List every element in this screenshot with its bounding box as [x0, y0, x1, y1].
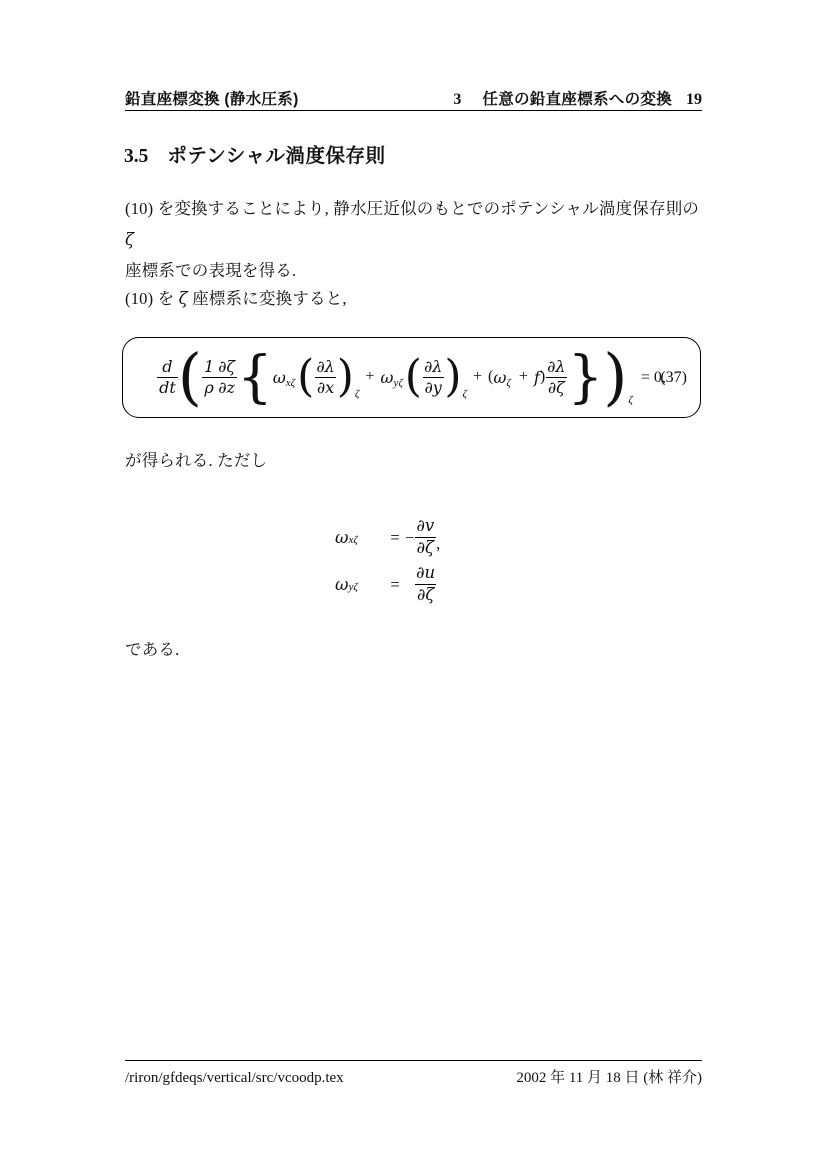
equation-37-box [122, 337, 701, 418]
frac-dlambda-dx: $\frac{\partial\lambda}{\partial x}$ [316, 356, 335, 397]
intro-paragraph [125, 193, 707, 286]
after-box-text: が得られる. ただし [125, 451, 268, 470]
plus-sign-1: + [365, 368, 375, 386]
dlambda-dy-group [404, 351, 467, 403]
frac-dlambda-dzeta: $\frac{\partial\lambda}{\partial\zeta}$ [547, 356, 566, 397]
dlambda-dx-group [297, 351, 360, 403]
inner-right-paren-2: ) [444, 351, 462, 403]
frac-1-rho: $\frac{1}{\rho}$ [203, 356, 215, 397]
right-brace: } [567, 344, 604, 410]
section-heading [124, 140, 386, 168]
inner-left-paren-1: ( [297, 351, 315, 403]
section-heading-title: ポテンシャル渦度保存則 [167, 145, 386, 167]
big-left-paren: ( [177, 340, 202, 414]
zeta-subscript-2: ζ [462, 388, 467, 401]
omega-y-term: ω yζ [380, 367, 403, 390]
outer-paren-group [177, 340, 633, 414]
inner-left-paren-2: ( [404, 351, 422, 403]
frac-dv-dzeta: $\frac{\partial v}{\partial\zeta}$ [416, 516, 435, 557]
header-page-number: 19 [686, 91, 702, 108]
intro-line2-text: 座標系での表現を得る. [125, 261, 297, 280]
small-right-paren: ) [539, 368, 546, 386]
omega-definitions [0, 514, 826, 608]
omega-x-definition [335, 514, 491, 561]
plus-sign-3: + [518, 368, 528, 386]
big-right-paren: ) [603, 340, 628, 414]
inner-right-paren-1: ) [336, 351, 354, 403]
header-rule [125, 110, 702, 111]
frac-d-dt: $\frac{d}{dt}$ [159, 356, 176, 397]
omega-x-rhs [405, 517, 440, 558]
footer-date-author: 2002 年 11 月 18 日 (林 祥介) [516, 1070, 702, 1086]
header-section-number: 3 [453, 91, 462, 108]
header-section-ref [453, 87, 702, 109]
header-section-title: 任意の鉛直座標系への変換 [482, 91, 672, 108]
omega-y-definition [335, 561, 491, 608]
equals-sign-1: = [390, 527, 400, 547]
small-left-paren: ( [488, 368, 494, 386]
lead-pre: (10) を [125, 289, 179, 308]
comma: , [436, 533, 441, 553]
transform-lead-line [125, 283, 347, 314]
frac-dzeta-dz: $\frac{\partial\zeta}{\partial z}$ [218, 356, 236, 397]
equation-37 [123, 338, 700, 417]
omega-x-lhs: ω xζ [335, 528, 358, 547]
page-header [125, 87, 702, 109]
omega-y-lhs: ω yζ [335, 575, 358, 594]
intro-line1-zeta: ζ [125, 230, 135, 249]
lead-zeta: ζ [178, 289, 188, 308]
closing-text: である. [125, 640, 180, 659]
section-heading-number: 3.5 [124, 146, 149, 167]
page-footer [125, 1066, 702, 1087]
equation-number: (37) [660, 368, 687, 386]
zeta-subscript-3: ζ [628, 393, 633, 406]
intro-line-2 [125, 255, 707, 286]
omega-zeta-plus-f-term: ( ω ζ + f ) [488, 367, 546, 390]
plus-sign-2: + [473, 368, 483, 386]
minus-sign: − [405, 527, 415, 547]
footer-rule [125, 1060, 702, 1061]
zeta-subscript-1: ζ [354, 388, 360, 401]
header-doc-title: 鉛直座標変換 (静水圧系) [125, 91, 299, 108]
left-brace: { [237, 344, 273, 410]
footer-file-path: /riron/gfdeqs/vertical/src/vcoodp.tex [125, 1070, 344, 1086]
equals-zero: = 0, [640, 368, 666, 386]
intro-line-1 [125, 193, 707, 255]
frac-du-dzeta: $\frac{\partial u}{\partial\zeta}$ [416, 563, 436, 604]
equals-sign-2: = [390, 574, 400, 594]
omega-x-term: ω xζ [272, 367, 296, 390]
lead-post: 座標系に変換すると, [187, 289, 347, 308]
omega-y-rhs [405, 564, 437, 605]
intro-line1-text: (10) を変換することにより, 静水圧近似のもとでのポテンシャル渦度保存則の [125, 199, 700, 218]
frac-dlambda-dy: $\frac{\partial\lambda}{\partial y}$ [423, 356, 443, 397]
